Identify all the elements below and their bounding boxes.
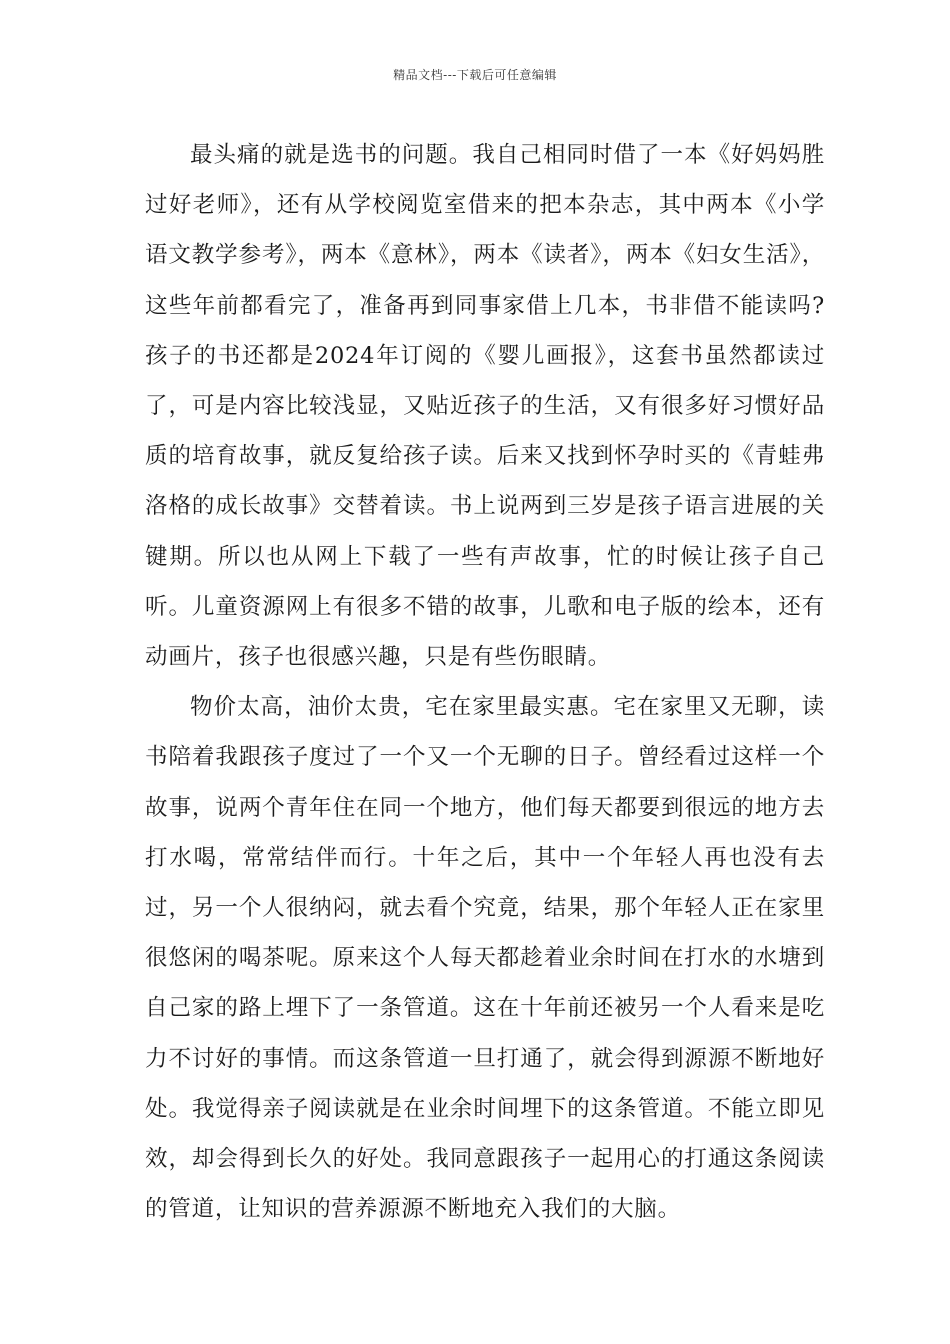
paragraph-1: 最头痛的就是选书的问题。我自己相同时借了一本《好妈妈胜过好老师》，还有从学校阅览室借来的把本杂志，其中两本《小学语文教学参考》，两本《意林》，两本《读者》，两本《妇女生活》，这些年前都看完了，准备再到同事家借上几本，书非借不能读吗?孩子的书还都是2024年订阅的《婴儿画报》，这套书虽然都读过了，可是内容比较浅显，又贴近孩子的生活，又有很多好习惯好品质的培育故事，就反复给孩子读。后来又找到怀孕时买的《青蛙弗洛格的成长故事》交替着读。书上说两到三岁是孩子语言进展的关键期。所以也从网上下载了一些有声故事，忙的时候让孩子自己听。儿童资源网上有很多不错的故事，儿歌和电子版的绘本，还有动画片，孩子也很感兴趣，只是有些伤眼睛。 xyxy=(145,142,825,671)
document-body xyxy=(145,130,825,1234)
page-header: 精品文档---下载后可任意编辑 xyxy=(393,68,557,82)
paragraph-2: 物价太高，油价太贵，宅在家里最实惠。宅在家里又无聊，读书陪着我跟孩子度过了一个又一个无聊的日子。曾经看过这样一个故事，说两个青年住在同一个地方，他们每天都要到很远的地方去打水喝，常常结伴而行。十年之后，其中一个年轻人再也没有去过，另一个人很纳闷，就去看个究竟，结果，那个年轻人正在家里很悠闲的喝茶呢。原来这个人每天都趁着业余时间在打水的水塘到自己家的路上埋下了一条管道。这在十年前还被另一个人看来是吃力不讨好的事情。而这条管道一旦打通了，就会得到源源不断地好处。我觉得亲子阅读就是在业余时间埋下的这条管道。不能立即见效，却会得到长久的好处。我同意跟孩子一起用心的打通这条阅读的管道，让知识的营养源源不断地充入我们的大脑。 xyxy=(145,694,825,1223)
